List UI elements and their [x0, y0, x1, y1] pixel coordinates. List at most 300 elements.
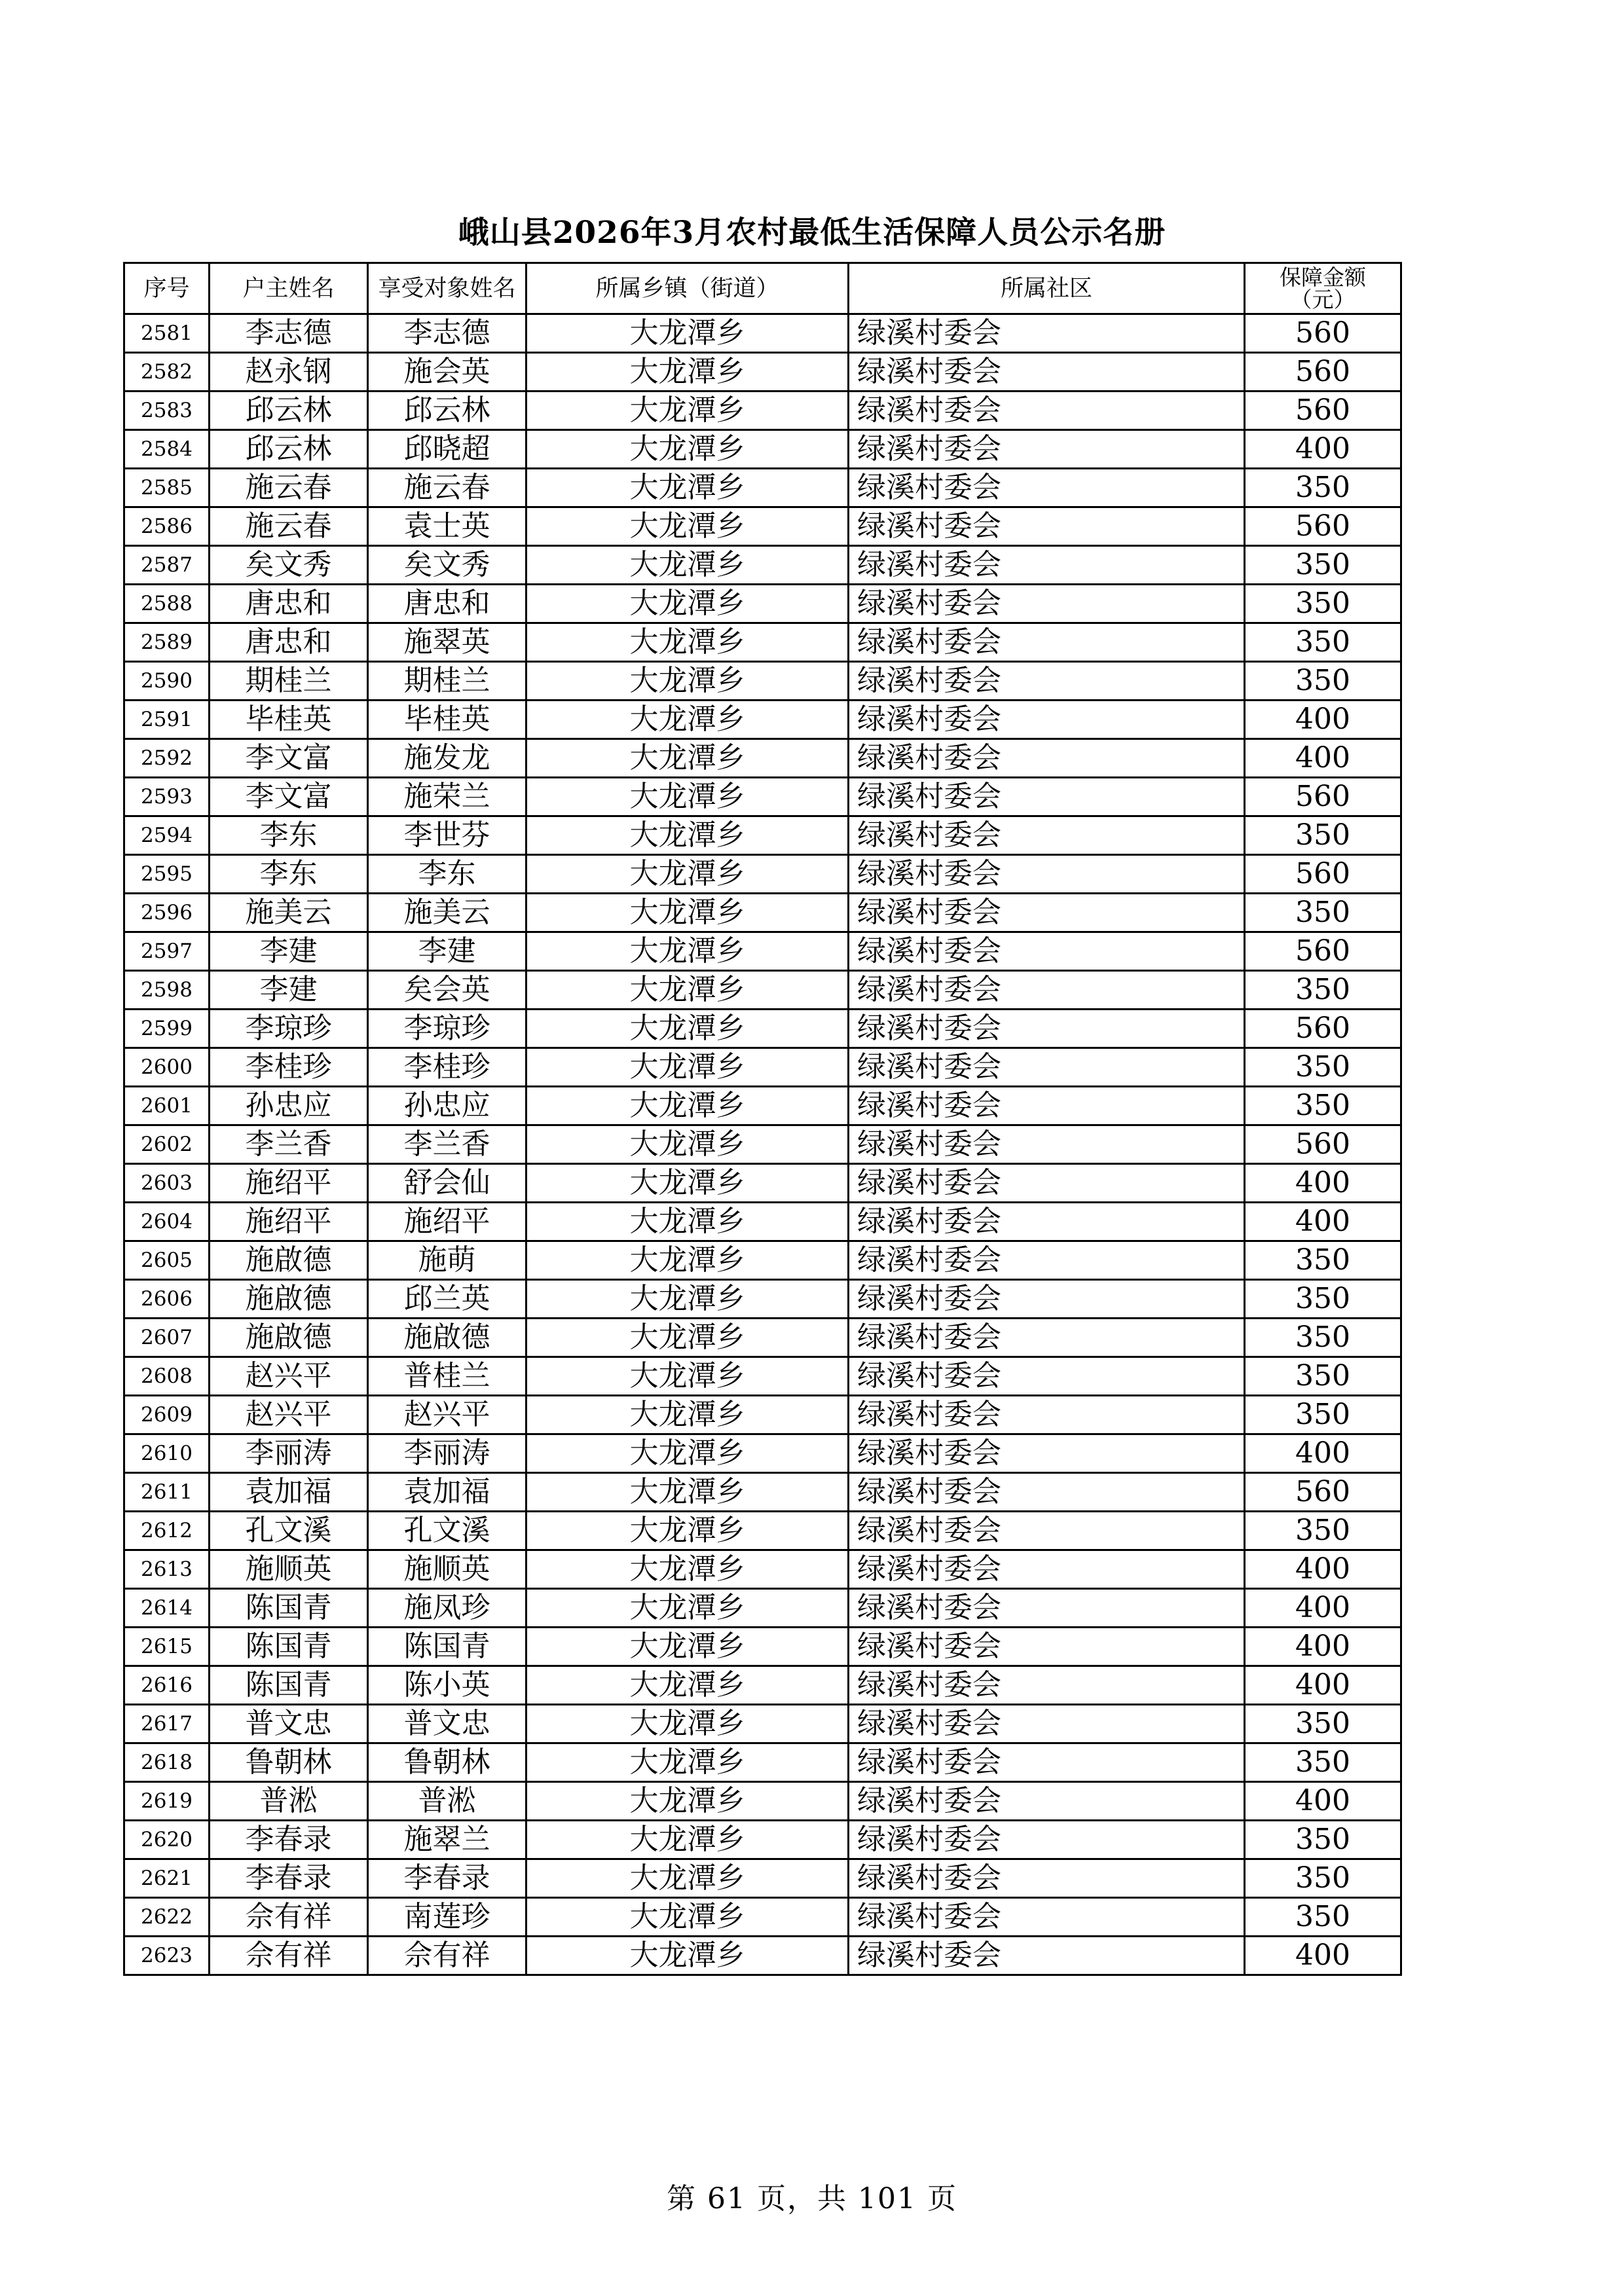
cell-seq: 2589 — [124, 623, 210, 662]
cell-township: 大龙潭乡 — [526, 971, 849, 1010]
cell-amount: 350 — [1245, 662, 1401, 701]
cell-householder: 李建 — [210, 971, 368, 1010]
cell-seq: 2588 — [124, 585, 210, 623]
header-householder: 户主姓名 — [210, 263, 368, 314]
table-row — [124, 1010, 1401, 1048]
table-row — [124, 1937, 1401, 1975]
table-row — [124, 932, 1401, 971]
cell-beneficiary: 南莲珍 — [368, 1898, 526, 1937]
cell-amount: 400 — [1245, 701, 1401, 739]
cell-seq: 2620 — [124, 1821, 210, 1859]
cell-township: 大龙潭乡 — [526, 1628, 849, 1666]
table-row — [124, 507, 1401, 546]
cell-township: 大龙潭乡 — [526, 662, 849, 701]
cell-householder: 陈国青 — [210, 1589, 368, 1628]
cell-seq: 2593 — [124, 778, 210, 816]
cell-township: 大龙潭乡 — [526, 1396, 849, 1434]
cell-community: 绿溪村委会 — [849, 623, 1245, 662]
cell-seq: 2591 — [124, 701, 210, 739]
cell-township: 大龙潭乡 — [526, 1010, 849, 1048]
cell-beneficiary: 邱云林 — [368, 392, 526, 430]
table-body — [124, 314, 1401, 1975]
cell-township: 大龙潭乡 — [526, 430, 849, 469]
cell-householder: 李桂珍 — [210, 1048, 368, 1087]
cell-community: 绿溪村委会 — [849, 816, 1245, 855]
cell-householder: 施啟德 — [210, 1280, 368, 1319]
cell-beneficiary: 施云春 — [368, 469, 526, 507]
cell-township: 大龙潭乡 — [526, 701, 849, 739]
cell-householder: 李丽涛 — [210, 1434, 368, 1473]
cell-community: 绿溪村委会 — [849, 353, 1245, 392]
cell-township: 大龙潭乡 — [526, 1666, 849, 1705]
cell-community: 绿溪村委会 — [849, 585, 1245, 623]
cell-householder: 普文忠 — [210, 1705, 368, 1743]
table-row — [124, 1705, 1401, 1743]
cell-community: 绿溪村委会 — [849, 1203, 1245, 1241]
header-seq: 序号 — [124, 263, 210, 314]
cell-amount: 400 — [1245, 1666, 1401, 1705]
cell-seq: 2600 — [124, 1048, 210, 1087]
cell-seq: 2619 — [124, 1782, 210, 1821]
cell-community: 绿溪村委会 — [849, 1705, 1245, 1743]
cell-seq: 2621 — [124, 1859, 210, 1898]
cell-beneficiary: 唐忠和 — [368, 585, 526, 623]
document-title: 峨山县2026年3月农村最低生活保障人员公示名册 — [458, 215, 1166, 251]
header-township: 所属乡镇（街道） — [526, 263, 849, 314]
cell-township: 大龙潭乡 — [526, 1898, 849, 1937]
header-amount — [1245, 263, 1401, 314]
cell-householder: 施美云 — [210, 894, 368, 932]
cell-householder: 赵兴平 — [210, 1357, 368, 1396]
cell-community: 绿溪村委会 — [849, 1512, 1245, 1550]
table-row — [124, 430, 1401, 469]
cell-seq: 2585 — [124, 469, 210, 507]
cell-seq: 2616 — [124, 1666, 210, 1705]
cell-beneficiary: 袁士英 — [368, 507, 526, 546]
cell-seq: 2603 — [124, 1164, 210, 1203]
table-row — [124, 546, 1401, 585]
cell-householder: 袁加福 — [210, 1473, 368, 1512]
cell-beneficiary: 李桂珍 — [368, 1048, 526, 1087]
cell-seq: 2622 — [124, 1898, 210, 1937]
cell-seq: 2614 — [124, 1589, 210, 1628]
cell-township: 大龙潭乡 — [526, 1550, 849, 1589]
cell-beneficiary: 施啟德 — [368, 1319, 526, 1357]
cell-householder: 李兰香 — [210, 1125, 368, 1164]
cell-community: 绿溪村委会 — [849, 932, 1245, 971]
cell-township: 大龙潭乡 — [526, 1589, 849, 1628]
cell-township: 大龙潭乡 — [526, 932, 849, 971]
cell-seq: 2608 — [124, 1357, 210, 1396]
cell-community: 绿溪村委会 — [849, 1357, 1245, 1396]
cell-seq: 2612 — [124, 1512, 210, 1550]
cell-township: 大龙潭乡 — [526, 1357, 849, 1396]
cell-community: 绿溪村委会 — [849, 1434, 1245, 1473]
cell-township: 大龙潭乡 — [526, 623, 849, 662]
cell-seq: 2586 — [124, 507, 210, 546]
table-row — [124, 739, 1401, 778]
table-row — [124, 353, 1401, 392]
cell-community: 绿溪村委会 — [849, 1782, 1245, 1821]
cell-householder: 施啟德 — [210, 1241, 368, 1280]
table-row — [124, 894, 1401, 932]
table-row — [124, 1396, 1401, 1434]
cell-community: 绿溪村委会 — [849, 1319, 1245, 1357]
cell-beneficiary: 施翠英 — [368, 623, 526, 662]
cell-beneficiary: 普文忠 — [368, 1705, 526, 1743]
cell-amount: 400 — [1245, 1434, 1401, 1473]
cell-seq: 2599 — [124, 1010, 210, 1048]
cell-amount: 350 — [1245, 1241, 1401, 1280]
cell-township: 大龙潭乡 — [526, 1048, 849, 1087]
table-row — [124, 1859, 1401, 1898]
cell-community: 绿溪村委会 — [849, 778, 1245, 816]
cell-beneficiary: 施美云 — [368, 894, 526, 932]
cell-amount: 560 — [1245, 778, 1401, 816]
cell-community: 绿溪村委会 — [849, 855, 1245, 894]
cell-amount: 350 — [1245, 1512, 1401, 1550]
cell-householder: 施顺英 — [210, 1550, 368, 1589]
cell-beneficiary: 施发龙 — [368, 739, 526, 778]
table-row — [124, 1241, 1401, 1280]
cell-community: 绿溪村委会 — [849, 546, 1245, 585]
cell-beneficiary: 袁加福 — [368, 1473, 526, 1512]
cell-seq: 2623 — [124, 1937, 210, 1975]
cell-amount: 560 — [1245, 1010, 1401, 1048]
table-row — [124, 1357, 1401, 1396]
cell-seq: 2607 — [124, 1319, 210, 1357]
cell-householder: 唐忠和 — [210, 585, 368, 623]
cell-beneficiary: 舒会仙 — [368, 1164, 526, 1203]
cell-householder: 普淞 — [210, 1782, 368, 1821]
cell-township: 大龙潭乡 — [526, 1125, 849, 1164]
cell-amount: 560 — [1245, 1125, 1401, 1164]
cell-householder: 赵兴平 — [210, 1396, 368, 1434]
cell-township: 大龙潭乡 — [526, 1821, 849, 1859]
cell-amount: 350 — [1245, 1319, 1401, 1357]
cell-township: 大龙潭乡 — [526, 314, 849, 353]
cell-beneficiary: 施会英 — [368, 353, 526, 392]
cell-community: 绿溪村委会 — [849, 1280, 1245, 1319]
cell-seq: 2583 — [124, 392, 210, 430]
cell-township: 大龙潭乡 — [526, 1087, 849, 1125]
page-footer: 第 61 页，共 101 页 — [667, 2182, 957, 2215]
cell-beneficiary: 普桂兰 — [368, 1357, 526, 1396]
cell-community: 绿溪村委会 — [849, 701, 1245, 739]
cell-householder: 李春录 — [210, 1859, 368, 1898]
cell-householder: 李东 — [210, 855, 368, 894]
cell-community: 绿溪村委会 — [849, 1125, 1245, 1164]
cell-amount: 400 — [1245, 1589, 1401, 1628]
cell-township: 大龙潭乡 — [526, 1164, 849, 1203]
cell-beneficiary: 李丽涛 — [368, 1434, 526, 1473]
cell-township: 大龙潭乡 — [526, 546, 849, 585]
cell-community: 绿溪村委会 — [849, 662, 1245, 701]
cell-beneficiary: 施顺英 — [368, 1550, 526, 1589]
cell-householder: 孙忠应 — [210, 1087, 368, 1125]
cell-township: 大龙潭乡 — [526, 469, 849, 507]
cell-beneficiary: 矣文秀 — [368, 546, 526, 585]
cell-seq: 2618 — [124, 1743, 210, 1782]
cell-amount: 400 — [1245, 739, 1401, 778]
cell-amount: 350 — [1245, 469, 1401, 507]
cell-amount: 350 — [1245, 585, 1401, 623]
cell-community: 绿溪村委会 — [849, 430, 1245, 469]
table-row — [124, 1782, 1401, 1821]
cell-seq: 2596 — [124, 894, 210, 932]
table-row — [124, 1743, 1401, 1782]
cell-householder: 施绍平 — [210, 1164, 368, 1203]
cell-township: 大龙潭乡 — [526, 1473, 849, 1512]
cell-seq: 2587 — [124, 546, 210, 585]
cell-township: 大龙潭乡 — [526, 1434, 849, 1473]
cell-community: 绿溪村委会 — [849, 314, 1245, 353]
cell-householder: 邱云林 — [210, 430, 368, 469]
cell-householder: 陈国青 — [210, 1628, 368, 1666]
cell-amount: 400 — [1245, 1628, 1401, 1666]
table-row — [124, 1666, 1401, 1705]
cell-community: 绿溪村委会 — [849, 1087, 1245, 1125]
table-row — [124, 778, 1401, 816]
cell-township: 大龙潭乡 — [526, 1937, 849, 1975]
cell-seq: 2604 — [124, 1203, 210, 1241]
cell-township: 大龙潭乡 — [526, 1782, 849, 1821]
cell-householder: 佘有祥 — [210, 1898, 368, 1937]
table-row — [124, 623, 1401, 662]
cell-community: 绿溪村委会 — [849, 1628, 1245, 1666]
cell-community: 绿溪村委会 — [849, 392, 1245, 430]
cell-amount: 400 — [1245, 1550, 1401, 1589]
table-row — [124, 1087, 1401, 1125]
cell-seq: 2584 — [124, 430, 210, 469]
cell-seq: 2615 — [124, 1628, 210, 1666]
cell-seq: 2611 — [124, 1473, 210, 1512]
table-row — [124, 816, 1401, 855]
cell-amount: 560 — [1245, 507, 1401, 546]
cell-township: 大龙潭乡 — [526, 778, 849, 816]
table-row — [124, 1550, 1401, 1589]
cell-seq: 2602 — [124, 1125, 210, 1164]
table-row — [124, 1589, 1401, 1628]
cell-amount: 560 — [1245, 314, 1401, 353]
cell-beneficiary: 李东 — [368, 855, 526, 894]
cell-amount: 350 — [1245, 1705, 1401, 1743]
cell-amount: 560 — [1245, 932, 1401, 971]
cell-householder: 邱云林 — [210, 392, 368, 430]
cell-householder: 李志德 — [210, 314, 368, 353]
table-row — [124, 662, 1401, 701]
header-community: 所属社区 — [849, 263, 1245, 314]
cell-community: 绿溪村委会 — [849, 1821, 1245, 1859]
cell-community: 绿溪村委会 — [849, 1010, 1245, 1048]
cell-householder: 李文富 — [210, 778, 368, 816]
table-row — [124, 585, 1401, 623]
cell-amount: 560 — [1245, 855, 1401, 894]
table-row — [124, 1512, 1401, 1550]
cell-beneficiary: 邱晓超 — [368, 430, 526, 469]
cell-township: 大龙潭乡 — [526, 894, 849, 932]
cell-township: 大龙潭乡 — [526, 507, 849, 546]
cell-householder: 唐忠和 — [210, 623, 368, 662]
cell-amount: 400 — [1245, 1164, 1401, 1203]
cell-householder: 李建 — [210, 932, 368, 971]
cell-householder: 施绍平 — [210, 1203, 368, 1241]
cell-community: 绿溪村委会 — [849, 1898, 1245, 1937]
cell-amount: 350 — [1245, 1396, 1401, 1434]
table-row — [124, 1319, 1401, 1357]
cell-community: 绿溪村委会 — [849, 1241, 1245, 1280]
cell-community: 绿溪村委会 — [849, 1048, 1245, 1087]
cell-seq: 2590 — [124, 662, 210, 701]
cell-householder: 李琼珍 — [210, 1010, 368, 1048]
cell-beneficiary: 施翠兰 — [368, 1821, 526, 1859]
cell-beneficiary: 鲁朝林 — [368, 1743, 526, 1782]
table-header-row — [124, 263, 1401, 314]
cell-seq: 2609 — [124, 1396, 210, 1434]
cell-township: 大龙潭乡 — [526, 1241, 849, 1280]
cell-community: 绿溪村委会 — [849, 739, 1245, 778]
cell-householder: 孔文溪 — [210, 1512, 368, 1550]
cell-amount: 350 — [1245, 1087, 1401, 1125]
table-row — [124, 1821, 1401, 1859]
cell-beneficiary: 施绍平 — [368, 1203, 526, 1241]
cell-beneficiary: 期桂兰 — [368, 662, 526, 701]
cell-amount: 400 — [1245, 1937, 1401, 1975]
cell-seq: 2595 — [124, 855, 210, 894]
cell-township: 大龙潭乡 — [526, 816, 849, 855]
cell-community: 绿溪村委会 — [849, 507, 1245, 546]
cell-township: 大龙潭乡 — [526, 1280, 849, 1319]
cell-seq: 2598 — [124, 971, 210, 1010]
cell-beneficiary: 李春录 — [368, 1859, 526, 1898]
cell-seq: 2613 — [124, 1550, 210, 1589]
cell-beneficiary: 邱兰英 — [368, 1280, 526, 1319]
cell-community: 绿溪村委会 — [849, 1589, 1245, 1628]
cell-beneficiary: 李志德 — [368, 314, 526, 353]
cell-seq: 2592 — [124, 739, 210, 778]
cell-amount: 350 — [1245, 1280, 1401, 1319]
cell-community: 绿溪村委会 — [849, 1550, 1245, 1589]
cell-amount: 560 — [1245, 353, 1401, 392]
cell-beneficiary: 孙忠应 — [368, 1087, 526, 1125]
cell-amount: 350 — [1245, 1743, 1401, 1782]
cell-householder: 陈国青 — [210, 1666, 368, 1705]
cell-township: 大龙潭乡 — [526, 1512, 849, 1550]
table-row — [124, 1203, 1401, 1241]
cell-seq: 2594 — [124, 816, 210, 855]
cell-householder: 期桂兰 — [210, 662, 368, 701]
cell-amount: 350 — [1245, 623, 1401, 662]
cell-township: 大龙潭乡 — [526, 1859, 849, 1898]
table-row — [124, 1434, 1401, 1473]
table-row — [124, 1164, 1401, 1203]
cell-community: 绿溪村委会 — [849, 1164, 1245, 1203]
cell-amount: 560 — [1245, 1473, 1401, 1512]
cell-householder: 李东 — [210, 816, 368, 855]
cell-amount: 400 — [1245, 430, 1401, 469]
cell-township: 大龙潭乡 — [526, 585, 849, 623]
cell-householder: 李文富 — [210, 739, 368, 778]
cell-householder: 李春录 — [210, 1821, 368, 1859]
cell-community: 绿溪村委会 — [849, 1743, 1245, 1782]
cell-amount: 350 — [1245, 1859, 1401, 1898]
cell-amount: 350 — [1245, 1898, 1401, 1937]
cell-beneficiary: 赵兴平 — [368, 1396, 526, 1434]
cell-beneficiary: 矣会英 — [368, 971, 526, 1010]
cell-beneficiary: 陈小英 — [368, 1666, 526, 1705]
cell-beneficiary: 孔文溪 — [368, 1512, 526, 1550]
table-row — [124, 392, 1401, 430]
cell-amount: 350 — [1245, 546, 1401, 585]
table-row — [124, 855, 1401, 894]
cell-amount: 400 — [1245, 1782, 1401, 1821]
cell-township: 大龙潭乡 — [526, 855, 849, 894]
cell-community: 绿溪村委会 — [849, 469, 1245, 507]
cell-amount: 350 — [1245, 1821, 1401, 1859]
cell-amount: 560 — [1245, 392, 1401, 430]
cell-community: 绿溪村委会 — [849, 1396, 1245, 1434]
cell-beneficiary: 佘有祥 — [368, 1937, 526, 1975]
header-beneficiary: 享受对象姓名 — [368, 263, 526, 314]
cell-community: 绿溪村委会 — [849, 1666, 1245, 1705]
cell-community: 绿溪村委会 — [849, 1473, 1245, 1512]
cell-community: 绿溪村委会 — [849, 1937, 1245, 1975]
cell-township: 大龙潭乡 — [526, 392, 849, 430]
cell-householder: 施啟德 — [210, 1319, 368, 1357]
cell-seq: 2605 — [124, 1241, 210, 1280]
cell-householder: 鲁朝林 — [210, 1743, 368, 1782]
table-row — [124, 1473, 1401, 1512]
cell-householder: 矣文秀 — [210, 546, 368, 585]
cell-seq: 2601 — [124, 1087, 210, 1125]
cell-amount: 350 — [1245, 816, 1401, 855]
cell-beneficiary: 李建 — [368, 932, 526, 971]
table-row — [124, 971, 1401, 1010]
cell-beneficiary: 毕桂英 — [368, 701, 526, 739]
cell-seq: 2581 — [124, 314, 210, 353]
cell-beneficiary: 施凤珍 — [368, 1589, 526, 1628]
table-row — [124, 1048, 1401, 1087]
cell-householder: 毕桂英 — [210, 701, 368, 739]
cell-beneficiary: 李兰香 — [368, 1125, 526, 1164]
cell-amount: 350 — [1245, 971, 1401, 1010]
table-row — [124, 701, 1401, 739]
cell-amount: 350 — [1245, 1048, 1401, 1087]
header-amount-label: 保障金额（元） — [1280, 264, 1366, 312]
cell-beneficiary: 李世芬 — [368, 816, 526, 855]
cell-seq: 2617 — [124, 1705, 210, 1743]
cell-seq: 2610 — [124, 1434, 210, 1473]
table-row — [124, 1898, 1401, 1937]
cell-township: 大龙潭乡 — [526, 1743, 849, 1782]
table-row — [124, 314, 1401, 353]
cell-seq: 2597 — [124, 932, 210, 971]
cell-seq: 2582 — [124, 353, 210, 392]
cell-township: 大龙潭乡 — [526, 1705, 849, 1743]
table-row — [124, 1628, 1401, 1666]
cell-beneficiary: 施萌 — [368, 1241, 526, 1280]
cell-community: 绿溪村委会 — [849, 1859, 1245, 1898]
cell-beneficiary: 陈国青 — [368, 1628, 526, 1666]
cell-township: 大龙潭乡 — [526, 1319, 849, 1357]
cell-seq: 2606 — [124, 1280, 210, 1319]
table-row — [124, 469, 1401, 507]
cell-householder: 赵永钢 — [210, 353, 368, 392]
cell-beneficiary: 普淞 — [368, 1782, 526, 1821]
cell-amount: 350 — [1245, 894, 1401, 932]
cell-community: 绿溪村委会 — [849, 971, 1245, 1010]
cell-householder: 施云春 — [210, 507, 368, 546]
